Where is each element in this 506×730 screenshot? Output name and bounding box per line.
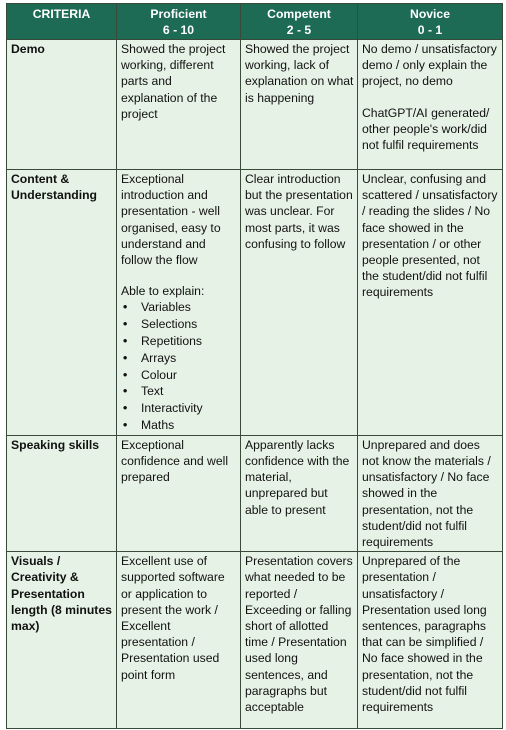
proficient-extra-text: Able to explain:	[121, 284, 205, 299]
header-proficient-range: 6 - 10	[162, 23, 195, 37]
header-proficient	[117, 4, 241, 40]
proficient-cell: Excellent use of supported software or application to present the work / Excellent presentation / Presentation used point form	[117, 552, 241, 729]
criteria-cell: Visuals / Creativity & Presentation length (8 minutes max)	[7, 552, 117, 729]
proficient-cell: Showed the project working, different parts and explanation of the project	[117, 40, 241, 170]
list-item: • Maths	[141, 417, 237, 434]
rubric-table	[6, 3, 503, 729]
header-novice-label: Novice	[410, 7, 450, 21]
criteria-cell: Speaking skills	[7, 435, 117, 551]
header-competent-range: 2 - 5	[286, 23, 312, 37]
table-row	[7, 435, 503, 551]
novice-extra-text: ChatGPT/AI generated/ other people's work/did not fulfil requirements	[362, 105, 490, 153]
novice-cell: Unprepared and does not know the materials / unsatisfactory / No face showed in the presentation, not the student/did not fulfil requirements	[358, 435, 503, 551]
criteria-cell: Content & Understanding	[7, 170, 117, 436]
novice-cell: Unclear, confusing and scattered / unsatisfactory / reading the slides / No face showed in the presentation / or other people presented, not the student/did not fulfil requirements	[358, 170, 503, 436]
header-criteria-label: CRITERIA	[32, 7, 91, 21]
header-criteria	[7, 4, 117, 40]
header-row	[7, 4, 503, 40]
list-item: • Repetitions	[141, 333, 237, 350]
header-novice	[358, 4, 503, 40]
list-item: • Selections	[141, 316, 237, 333]
header-competent	[241, 4, 358, 40]
novice-text: No demo / unsatisfactory demo / only explain the project, no demo	[362, 42, 497, 89]
proficient-cell	[117, 170, 241, 436]
paragraph-gap	[121, 268, 237, 283]
skills-list	[121, 299, 237, 433]
header-proficient-label: Proficient	[150, 7, 207, 21]
proficient-text: Exceptional introduction and presentation - well organised, easy to understand and follow the flow	[121, 172, 221, 268]
competent-cell: Apparently lacks confidence with the material, unprepared but able to present	[241, 435, 358, 551]
criteria-cell: Demo	[7, 40, 117, 170]
header-competent-label: Competent	[267, 7, 331, 21]
novice-cell: Unprepared of the presentation / unsatisfactory / Presentation used long sentences, paragraphs that can be simplified / No face showed in the presentation, not the student/did not fulfil requirements	[358, 552, 503, 729]
competent-cell: Clear introduction but the presentation was unclear. For most parts, it was confusing to follow	[241, 170, 358, 436]
header-novice-range: 0 - 1	[417, 23, 443, 37]
list-item: • Colour	[141, 367, 237, 384]
table-row	[7, 40, 503, 170]
list-item: • Variables	[141, 299, 237, 316]
competent-cell: Presentation covers what needed to be reported / Exceeding or falling short of allotted time / Presentation used long sentences, and paragraphs but acceptable	[241, 552, 358, 729]
list-item: • Arrays	[141, 350, 237, 367]
table-row	[7, 552, 503, 729]
competent-cell: Showed the project working, lack of explanation on what is happening	[241, 40, 358, 170]
list-item: • Interactivity	[141, 400, 237, 417]
novice-cell	[358, 40, 503, 170]
proficient-cell: Exceptional confidence and well prepared	[117, 435, 241, 551]
list-item: • Text	[141, 383, 237, 400]
paragraph-gap	[362, 90, 499, 105]
table-row	[7, 170, 503, 436]
